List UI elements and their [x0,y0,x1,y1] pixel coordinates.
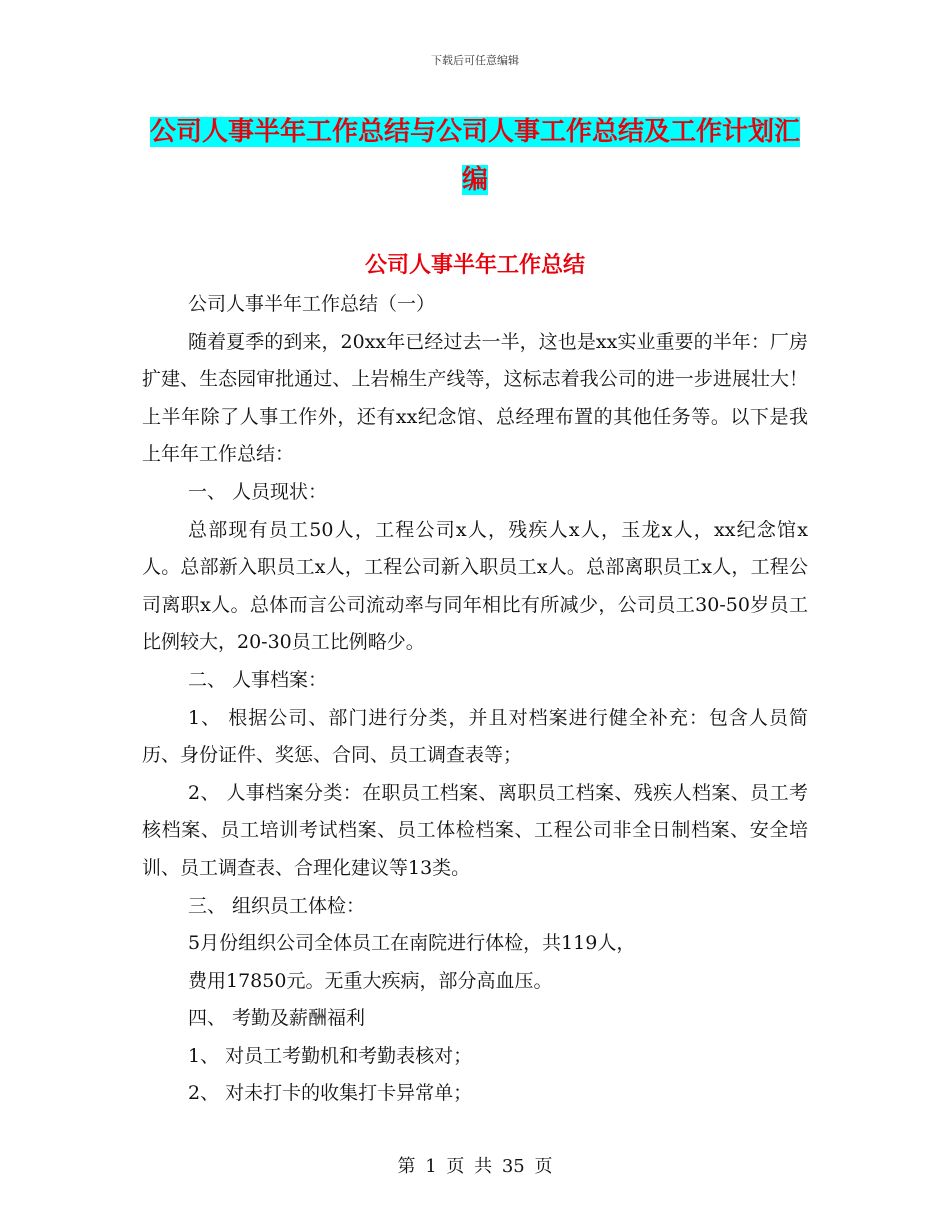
heading-health-check: 三、 组织员工体检： [188,894,366,917]
heading-attendance: 四、 考勤及薪酬福利 [188,1007,366,1030]
paragraph: 总部现有员工50人，工程公司x人，残疾人x人，玉龙x人，xx纪念馆x人。总部新入职员工x人，工程公司新入职员工x人。总部离职员工x人，工程公司离职x人。总体而言公司流动率与同年相比有所减少，公司员工30-50岁员工比例较大，20-30员工比例略少。 [142,518,808,654]
section-title: 公司人事半年工作总结 [364,253,585,278]
page-footer: 第 1 页 共 35 页 [397,1156,553,1177]
header-note: 下载后可任意编辑 [431,54,519,67]
list-item: 2、 对未打卡的收集打卡异常单； [188,1082,473,1105]
paragraph: 费用17850元。无重大疾病，部分高血压。 [188,969,553,992]
document-title [140,108,810,204]
list-item: 2、 人事档案分类：在职员工档案、离职员工档案、残疾人档案、员工考核档案、员工培训考试档案、员工体检档案、工程公司非全日制档案、安全培训、员工调查表、合理化建议等13类。 [142,781,808,879]
document-body [142,286,808,1113]
paragraph: 公司人事半年工作总结（一） [188,293,436,315]
document-title-text: 公司人事半年工作总结与公司人事工作总结及工作计划汇编 [149,117,800,195]
paragraph: 随着夏季的到来，20xx年已经过去一半，这也是xx实业重要的半年：厂房扩建、生态园审批通过、上岩棉生产线等，这标志着我公司的进一步进展壮大！上半年除了人事工作外，还有xx纪念馆、总经理布置的其他任务等。以下是我上年年工作总结： [142,330,808,466]
heading-staff-status: 一、 人员现状： [188,480,328,503]
paragraph: 5月份组织公司全体员工在南院进行体检，共119人， [188,932,636,955]
heading-personnel-files: 二、 人事档案： [188,668,328,691]
list-item: 1、 对员工考勤机和考勤表核对； [188,1044,473,1067]
list-item: 1、 根据公司、部门进行分类，并且对档案进行健全补充：包含人员简历、身份证件、奖惩、合同、员工调查表等； [142,706,808,767]
